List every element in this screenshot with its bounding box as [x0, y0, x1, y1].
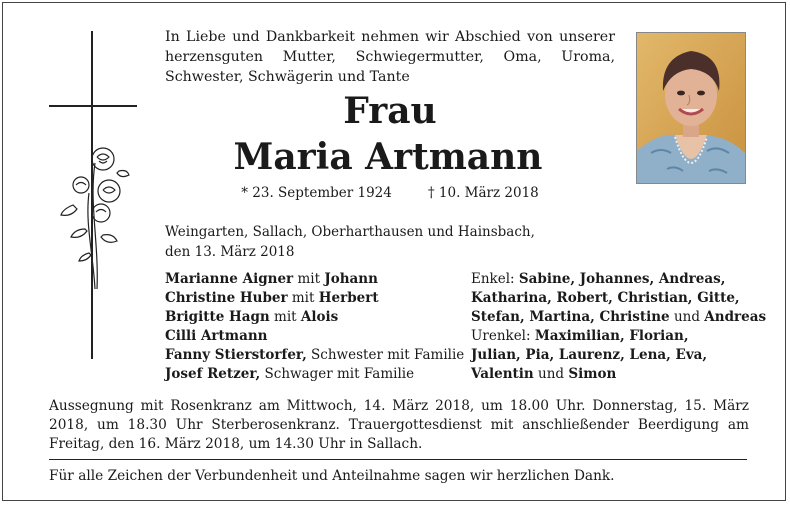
grandchildren-list: [471, 270, 767, 384]
list-item: Urenkel: Maximilian, Florian,: [471, 328, 689, 344]
birth-date: * 23. September 1924: [241, 185, 392, 201]
divider: [49, 459, 747, 460]
death-date: † 10. März 2018: [427, 185, 539, 201]
list-item: Fanny Stierstorfer, Schwester mit Familie: [165, 347, 465, 363]
list-item: Valentin und Simon: [471, 366, 617, 382]
deceased-name: Maria Artmann: [233, 136, 543, 178]
list-item: Julian, Pia, Laurenz, Lena, Eva,: [471, 347, 708, 363]
list-item: Enkel: Sabine, Johannes, Andreas,: [471, 271, 726, 287]
date-line: den 13. März 2018: [165, 244, 295, 260]
list-item: Josef Retzer, Schwager mit Familie: [165, 366, 415, 382]
list-item: Stefan, Martina, Christine und Andreas: [471, 309, 767, 325]
place-line: Weingarten, Sallach, Oberharthausen und Hainsbach,: [165, 224, 535, 240]
place-and-date: [165, 222, 585, 262]
family-list: [165, 270, 475, 384]
intro-text: In Liebe und Dankbarkeit nehmen wir Abschied von unserer herzensguten Mutter, Schwiegermutter, Oma, Uroma, Schwester, Schwägerin und Tante: [165, 29, 615, 85]
list-item: Marianne Aigner mit Johann: [165, 271, 378, 287]
portrait-photo: [636, 32, 746, 184]
thanks-text: Für alle Zeichen der Verbundenheit und Anteilnahme sagen wir herzlichen Dank.: [49, 468, 615, 484]
roses-icon: [59, 143, 131, 289]
list-item: Brigitte Hagn mit Alois: [165, 309, 339, 325]
cross-bar: [49, 105, 137, 107]
life-dates: [165, 183, 615, 203]
list-item: Cilli Artmann: [165, 328, 268, 344]
funeral-details: Aussegnung mit Rosenkranz am Mittwoch, 14. März 2018, um 18.00 Uhr. Donnerstag, 15. März 2018, um 18.30 Uhr Sterberosenkranz. Trauergottesdienst mit anschließender Beerdigung am Freitag, den 16. März 2018, um 14.30 Uhr in Sallach.: [49, 398, 749, 452]
salutation: Frau: [343, 90, 437, 132]
list-item: Katharina, Robert, Christian, Gitte,: [471, 290, 740, 306]
obituary-notice: [2, 2, 786, 501]
list-item: Christine Huber mit Herbert: [165, 290, 379, 306]
